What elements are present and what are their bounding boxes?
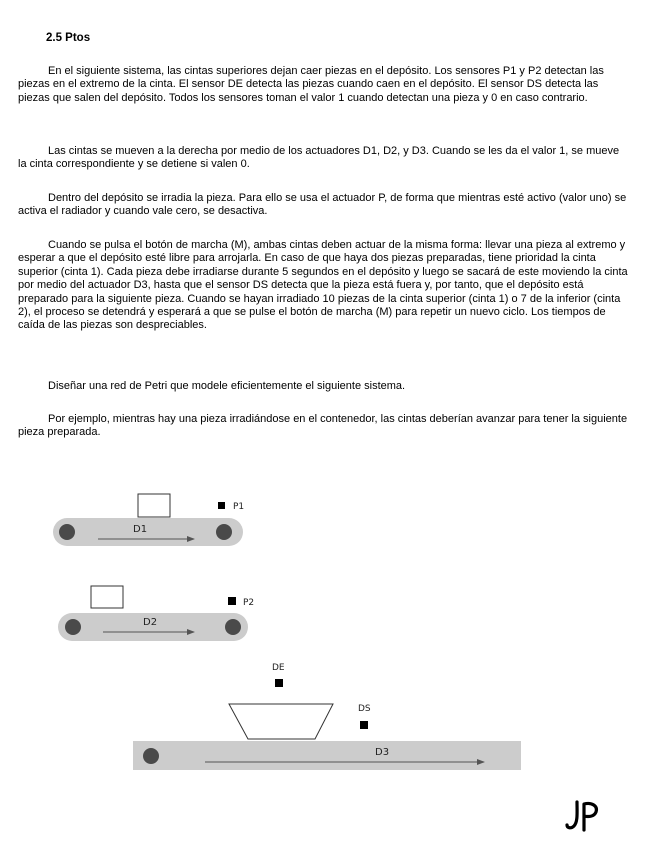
belt-1-roller-left <box>59 524 75 540</box>
paragraph-operation: Cuando se pulsa el botón de marcha (M), ambas cintas deben actuar de la misma forma: llevar una pieza al extremo y esperar a que el depósito esté libre para arrojarla. En caso de que haya dos piezas preparadas, tiene prioridad la cinta superior (cinta 1). Cada pieza debe irradiarse durante 5 segundos en el depósito y luego se sacará de este moviendo la cinta por medio del actuador D3, hasta que el sensor DS detecta que la pieza está fuera y, por tanto, que el depósito está preparado para la siguiente pieza. Cuando se hayan irradiado 10 piezas de la cinta superior (cinta 1) o 7 de la inferior (cinta 2), el proceso se detendrá y esperará a que se pulse el botón de marcha (M) para repetir un nuevo ciclo. Los tiempos de caída de las piezas son despreciables. <box>18 239 628 332</box>
belt-1 <box>53 494 244 546</box>
belt-3 <box>133 741 521 770</box>
paragraph-system-description: En el siguiente sistema, las cintas superiores dejan caer piezas en el depósito. Los sensores P1 y P2 detectan las piezas en el extremo de la cinta. El sensor DE detecta las piezas cuando caen en el depósito. El sensor DS detecta las piezas que salen del depósito. Todos los sensores toman el valor 1 cuando detectan una pieza y 0 en caso contrario. <box>18 65 604 104</box>
conveyor-diagram <box>0 480 646 780</box>
belt-2-roller-left <box>65 619 81 635</box>
section-title: 2.5 Ptos <box>46 32 91 44</box>
deposit-container <box>229 704 333 739</box>
sensor-p1-marker <box>218 502 225 509</box>
belt-1-roller-right <box>216 524 232 540</box>
sensor-ds-label: DS <box>358 704 371 714</box>
belt-3-roller-left <box>143 748 159 764</box>
belt-2 <box>58 586 254 641</box>
sensor-ds-marker <box>360 721 368 729</box>
sensor-de-label: DE <box>272 663 285 673</box>
belt-3-label: D3 <box>375 747 390 758</box>
belt-1-label: D1 <box>133 524 148 535</box>
sensor-p1-label: P1 <box>233 502 245 512</box>
belt-2-piece <box>91 586 123 608</box>
paragraph-irradiation: Dentro del depósito se irradia la pieza. Para ello se usa el actuador P, de forma que mientras esté activo (valor uno) se activa el radiador y cuando vale cero, se desactiva. <box>18 192 627 218</box>
belt-1-piece <box>138 494 170 517</box>
belt-2-label: D2 <box>143 617 158 628</box>
belt-1-body <box>53 518 243 546</box>
belt-2-roller-right <box>225 619 241 635</box>
belt-3-body <box>133 741 521 770</box>
sensor-de-marker <box>275 679 283 687</box>
paragraph-example: Por ejemplo, mientras hay una pieza irradiándose en el contenedor, las cintas deberían avanzar para tener la siguiente pieza preparada. <box>18 413 628 439</box>
paragraph-task: Diseñar una red de Petri que modele eficientemente el siguiente sistema. <box>48 380 406 392</box>
sensor-p2-label: P2 <box>243 598 255 608</box>
signature-jp <box>564 798 604 834</box>
paragraph-belt-actuators: Las cintas se mueven a la derecha por medio de los actuadores D1, D2, y D3. Cuando se les da el valor 1, se mueve la cinta correspondiente y se detiene si valen 0. <box>18 145 620 171</box>
sensor-p2-marker <box>228 597 236 605</box>
